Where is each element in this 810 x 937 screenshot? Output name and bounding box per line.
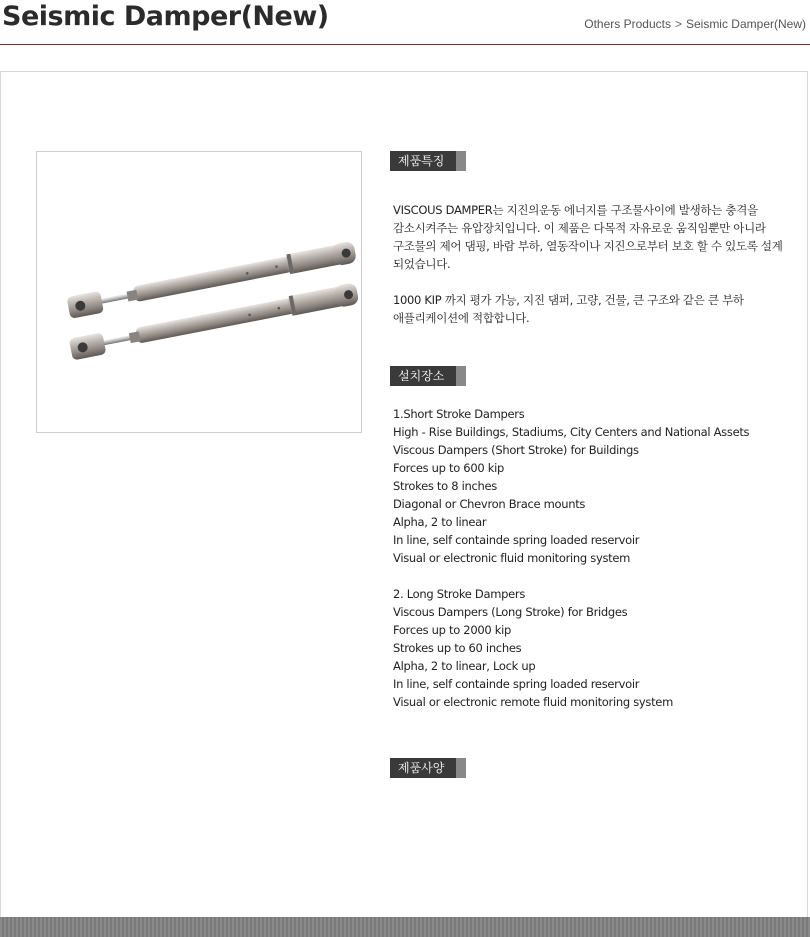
breadcrumb-item-others-products[interactable]: Others Products (584, 17, 671, 31)
installation-line: In line, self containde spring loaded reservoir (393, 677, 640, 691)
features-line: 애플리케이션에 적합합니다. (393, 311, 530, 325)
installation-line: 1.Short Stroke Dampers (393, 407, 525, 421)
installation-line: Visual or electronic remote fluid monitoring system (393, 695, 673, 709)
installation-line: Diagonal or Chevron Brace mounts (393, 497, 586, 511)
seismic-damper-photo (37, 152, 361, 432)
installation-line: High - Rise Buildings, Stadiums, City Centers and National Assets (393, 425, 750, 439)
installation-line: Alpha, 2 to linear (393, 515, 487, 529)
installation-line: Alpha, 2 to linear, Lock up (393, 659, 536, 673)
page-header (0, 0, 810, 45)
installation-line: Strokes to 8 inches (393, 479, 497, 493)
product-image-frame (36, 151, 362, 433)
features-line: 구조물의 제어 댐핑, 바람 부하, 열동작이나 지진으로부터 보호 할 수 있도록 설계 (393, 239, 783, 253)
section-tag-specs (390, 758, 466, 778)
installation-line: Strokes up to 60 inches (393, 641, 522, 655)
installation-line: Forces up to 2000 kip (393, 623, 511, 637)
installation-line: In line, self containde spring loaded reservoir (393, 533, 640, 547)
section-tag-features-label: 제품특징 (398, 154, 445, 168)
breadcrumb (584, 17, 806, 31)
spacer (393, 567, 749, 585)
page-title: Seismic Damper(New) (2, 1, 329, 32)
footer-bar (0, 917, 810, 937)
section-tag-specs-label: 제품사양 (398, 761, 445, 775)
section-tag-features (390, 151, 466, 171)
installation-line: Visual or electronic fluid monitoring system (393, 551, 631, 565)
breadcrumb-separator: > (674, 17, 682, 31)
section-tag-installation (390, 366, 466, 386)
installation-line: 2. Long Stroke Dampers (393, 587, 526, 601)
features-line: VISCOUS DAMPER는 지진의운동 에너지를 구조물사이에 발생하는 충격을 (393, 203, 758, 217)
installation-text (393, 405, 749, 711)
spacer (393, 273, 783, 291)
features-line: 감소시켜주는 유압장치입니다. 이 제품은 다목적 자유로운 움직임뿐만 아니라 (393, 221, 766, 235)
breadcrumb-item-current[interactable]: Seismic Damper(New) (685, 17, 806, 31)
features-line: 1000 KIP 까지 평가 가능, 지진 댐퍼, 고량, 건물, 큰 구조와 같은 큰 부하 (393, 293, 744, 307)
installation-line: Viscous Dampers (Long Stroke) for Bridges (393, 605, 628, 619)
section-tag-installation-label: 설치장소 (398, 369, 445, 383)
installation-line: Forces up to 600 kip (393, 461, 504, 475)
installation-line: Viscous Dampers (Short Stroke) for Buildings (393, 443, 639, 457)
features-text (393, 201, 783, 327)
features-line: 되었습니다. (393, 257, 451, 271)
